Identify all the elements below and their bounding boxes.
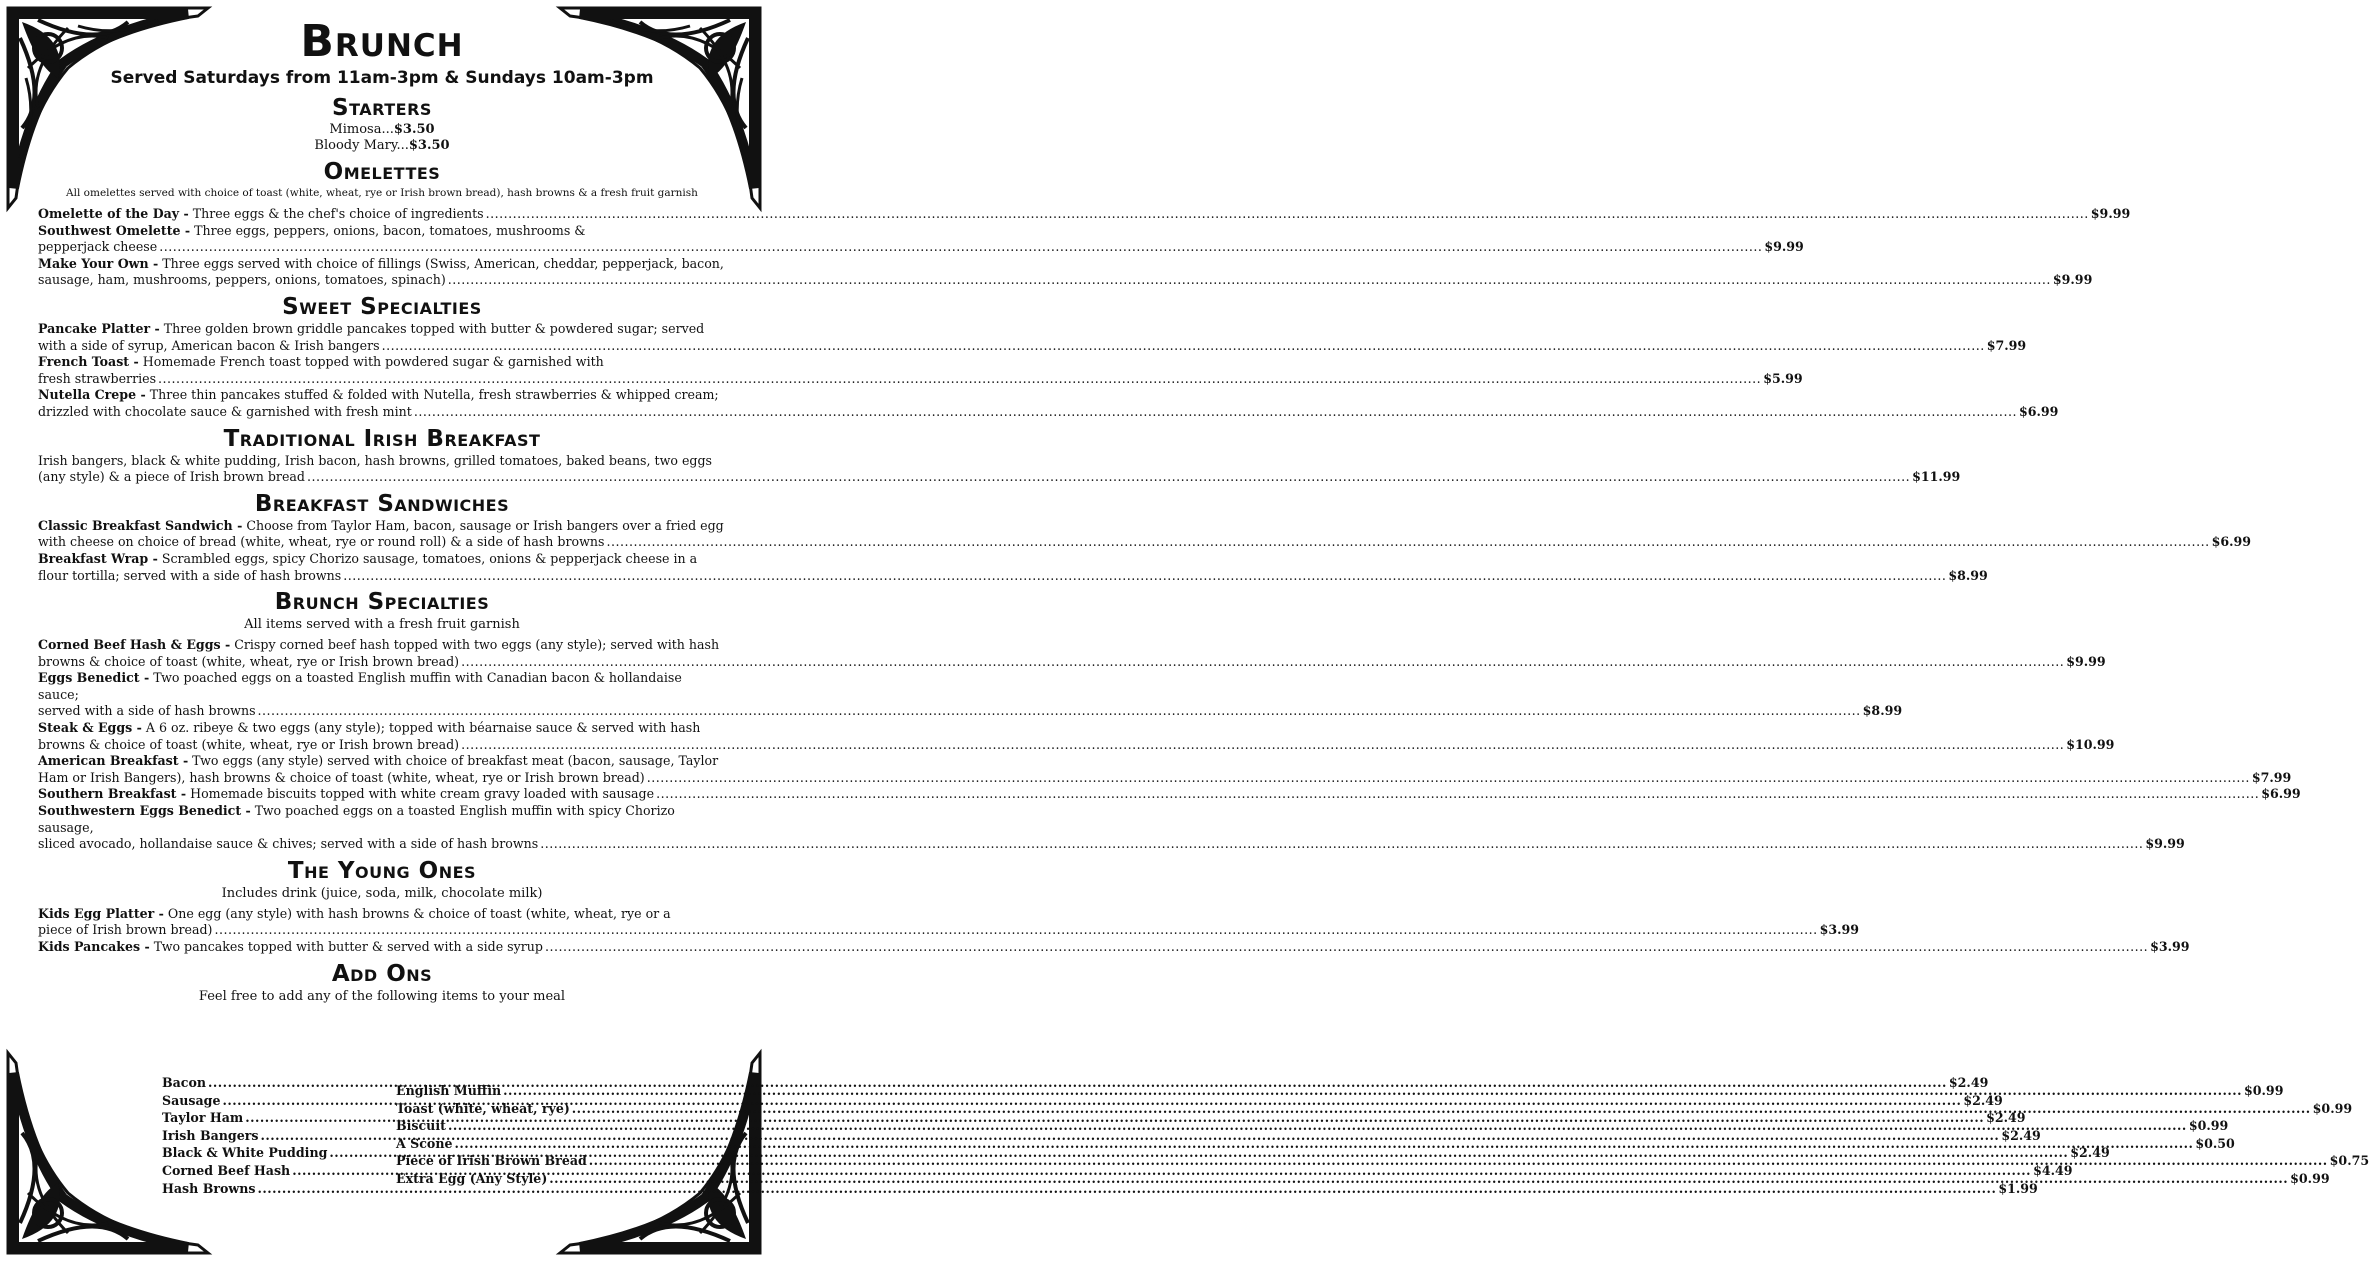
- item-name: Bloody Mary...: [314, 138, 409, 153]
- item-price: $6.99: [2261, 786, 2301, 802]
- section-heading-sweet: Sweet Specialties: [282, 293, 482, 320]
- item-price: $3.50: [408, 138, 450, 153]
- menu-item: [38, 517, 2252, 551]
- item-name: Extra Egg (Any Style): [396, 1170, 548, 1186]
- menu-item: [38, 786, 2301, 803]
- section-heading-starters: Starters: [332, 95, 432, 121]
- item-name: Kids Egg Platter -: [38, 905, 164, 921]
- item-description: One egg (any style) with hash browns & choice of toast (white, wheat, rye or a: [163, 905, 671, 921]
- item-name: Southwest Omelette -: [38, 222, 191, 238]
- menu-item: [38, 720, 2115, 753]
- menu-item: [38, 803, 2185, 853]
- item-name: Corned Beef Hash: [162, 1162, 291, 1178]
- item-name: Southwestern Eggs Benedict -: [38, 803, 251, 819]
- item-name: Biscuit: [396, 1118, 446, 1134]
- item-name: American Breakfast -: [38, 753, 189, 769]
- section-heading-brunch-specialties: Brunch Specialties: [274, 589, 490, 616]
- item-name: Nutella Crepe -: [38, 387, 146, 403]
- item-name: Piece of Irish Brown Bread: [396, 1153, 587, 1169]
- section-heading-young-ones: The Young Ones: [287, 857, 477, 884]
- item-name: Omelette of the Day -: [38, 206, 189, 221]
- item-name: Toast (white, wheat, rye): [396, 1100, 570, 1116]
- item-name: Bacon: [162, 1075, 207, 1090]
- item-description: fresh strawberries: [38, 370, 157, 386]
- item-name: Irish Bangers: [162, 1127, 259, 1143]
- item-price: $0.99: [2312, 1100, 2353, 1116]
- item-price: $3.50: [393, 122, 435, 137]
- item-description: drizzled with chocolate sauce & garnished with fresh mint: [38, 403, 412, 419]
- item-name: Kids Pancakes -: [38, 939, 150, 954]
- item-price: $3.99: [1819, 922, 1860, 938]
- item-name: Southern Breakfast -: [38, 786, 187, 802]
- item-price: $4.49: [2033, 1162, 2073, 1178]
- add-on-item: [162, 1180, 2038, 1198]
- section-note: All omelettes served with choice of toast (white, wheat, rye or Irish brown bread), hash browns & a fresh fruit garnish: [66, 187, 698, 199]
- item-price: $0.50: [2195, 1135, 2235, 1151]
- item-description: (any style) & a piece of Irish brown bread: [38, 469, 305, 485]
- section-heading-sandwiches: Breakfast Sandwiches: [254, 490, 510, 517]
- item-name: Eggs Benedict -: [38, 670, 150, 686]
- item-description: Three golden brown griddle pancakes topped with butter & powdered sugar; served: [159, 320, 705, 336]
- item-price: $8.99: [1862, 703, 1903, 719]
- item-description: served with a side of hash browns: [38, 703, 256, 719]
- item-price: $0.75: [2329, 1153, 2369, 1169]
- item-name: Classic Breakfast Sandwich -: [38, 517, 243, 533]
- item-price: $6.99: [2211, 534, 2252, 550]
- item-price: $9.99: [2066, 653, 2106, 669]
- item-name: Breakfast Wrap -: [38, 550, 158, 566]
- section-note: Includes drink (juice, soda, milk, chocolate milk): [221, 885, 543, 901]
- item-price: $6.99: [2018, 403, 2059, 419]
- section-heading-irish: Traditional Irish Breakfast: [223, 425, 541, 452]
- item-price: $2.49: [2070, 1145, 2110, 1161]
- menu-item: [38, 670, 1903, 720]
- item-price: $5.99: [1763, 370, 1803, 386]
- item-price: $3.99: [2150, 939, 2190, 954]
- item-description: Scrambled eggs, spicy Chorizo sausage, tomatoes, onions & pepperjack cheese in a: [157, 550, 698, 566]
- item-description: browns & choice of toast (white, wheat, rye or Irish brown bread): [38, 653, 460, 669]
- item-price: $0.99: [2290, 1170, 2330, 1186]
- starter-item: [38, 122, 726, 138]
- item-price: $2.49: [1948, 1075, 1989, 1090]
- item-price: $0.99: [2188, 1118, 2229, 1134]
- item-description: flour tortilla; served with a side of hash browns: [38, 567, 342, 583]
- item-name: Sausage: [162, 1092, 221, 1108]
- item-name: A Scone: [396, 1135, 453, 1151]
- item-name: Make Your Own -: [38, 255, 159, 271]
- menu-item: [38, 222, 1804, 256]
- item-price: $9.99: [2090, 206, 2131, 221]
- section-heading-omelettes: Omelettes: [323, 159, 441, 185]
- item-price: $7.99: [2251, 769, 2292, 785]
- item-price: $11.99: [1912, 469, 1961, 485]
- section-note: Feel free to add any of the following items to your meal: [198, 988, 566, 1004]
- item-name: English Muffin: [396, 1083, 502, 1098]
- item-description: Two pancakes topped with butter & served with a side syrup: [149, 939, 543, 954]
- page-title: Brunch: [300, 16, 464, 67]
- menu-item: [38, 550, 1988, 584]
- item-name: Black & White Pudding: [162, 1145, 328, 1161]
- item-name: Mimosa...: [329, 122, 394, 137]
- item-price: $1.99: [1998, 1180, 2038, 1196]
- item-description: with cheese on choice of bread (white, wheat, rye or round roll) & a side of hash browns: [38, 534, 605, 550]
- item-description: browns & choice of toast (white, wheat, rye or Irish brown bread): [38, 736, 460, 752]
- item-price: $0.99: [2244, 1083, 2284, 1098]
- item-name: Taylor Ham: [162, 1110, 244, 1126]
- item-description: A 6 oz. ribeye & two eggs (any style); topped with béarnaise sauce & served with hash: [141, 720, 701, 736]
- item-price: $8.99: [1948, 567, 1988, 583]
- item-description: sausage, ham, mushrooms, peppers, onions, tomatoes, spinach): [38, 272, 446, 288]
- item-description: Three thin pancakes stuffed & folded with Nutella, fresh strawberries & whipped cream;: [145, 387, 719, 403]
- menu-item: [38, 255, 2093, 289]
- menu-item: [38, 905, 1860, 939]
- menu-item: [38, 387, 2059, 420]
- item-price: $7.99: [1986, 337, 2027, 353]
- item-description: Two poached eggs on a toasted English muffin with spicy Chorizo sausage,: [38, 803, 675, 835]
- item-price: $2.49: [1963, 1092, 2003, 1108]
- section-note: All items served with a fresh fruit garnish: [244, 617, 520, 633]
- item-name: Hash Browns: [162, 1180, 256, 1196]
- item-description: Homemade French toast topped with powdered sugar & garnished with: [138, 354, 604, 370]
- serving-hours: Served Saturdays from 11am-3pm & Sundays 10am-3pm: [110, 68, 654, 88]
- item-name: Corned Beef Hash & Eggs -: [38, 637, 231, 653]
- starter-item: [38, 138, 726, 154]
- item-price: $2.49: [1986, 1110, 2026, 1126]
- item-description: with a side of syrup, American bacon & Irish bangers: [38, 337, 380, 353]
- item-description: Three eggs & the chef's choice of ingredients: [188, 206, 484, 221]
- item-price: $9.99: [1764, 239, 1804, 255]
- item-description: piece of Irish brown bread): [38, 922, 213, 938]
- item-price: $10.99: [2066, 736, 2115, 752]
- item-price: $9.99: [2145, 836, 2185, 852]
- menu-item: [38, 939, 2190, 956]
- item-description: Two eggs (any style) served with choice of breakfast meat (bacon, sausage, Taylor: [188, 753, 719, 769]
- item-description: Two poached eggs on a toasted English muffin with Canadian bacon & hollandaise sauce;: [38, 670, 682, 702]
- item-description: Crispy corned beef hash topped with two eggs (any style); served with hash: [230, 637, 720, 653]
- item-description: Irish bangers, black & white pudding, Irish bacon, hash browns, grilled tomatoes, baked beans, two eggs: [38, 452, 712, 468]
- menu-item: [38, 320, 2027, 354]
- item-name: Steak & Eggs -: [38, 720, 142, 736]
- item-description: Three eggs, peppers, onions, bacon, tomatoes, mushrooms &: [190, 222, 586, 238]
- item-description: Choose from Taylor Ham, bacon, sausage or Irish bangers over a fried egg: [242, 517, 724, 533]
- menu-item: [38, 206, 2131, 223]
- item-price: $9.99: [2052, 272, 2093, 288]
- menu-item: [38, 637, 2106, 670]
- section-heading-add-ons: Add Ons: [331, 960, 433, 987]
- item-description: Three eggs served with choice of fillings (Swiss, American, cheddar, pepperjack, bacon,: [158, 255, 724, 271]
- menu-item: [38, 452, 1961, 486]
- item-price: $2.49: [2001, 1127, 2041, 1143]
- item-description: Ham or Irish Bangers), hash browns & choice of toast (white, wheat, rye or Irish brown bread): [38, 769, 645, 785]
- item-name: Pancake Platter -: [38, 320, 160, 336]
- menu-content: [38, 16, 2301, 1009]
- item-description: Homemade biscuits topped with white cream gravy loaded with sausage: [186, 786, 655, 802]
- item-description: sliced avocado, hollandaise sauce & chives; served with a side of hash browns: [38, 836, 539, 852]
- item-name: French Toast -: [38, 354, 139, 370]
- item-description: pepperjack cheese: [38, 239, 158, 255]
- menu-item: [38, 354, 1803, 387]
- menu-item: [38, 753, 2292, 786]
